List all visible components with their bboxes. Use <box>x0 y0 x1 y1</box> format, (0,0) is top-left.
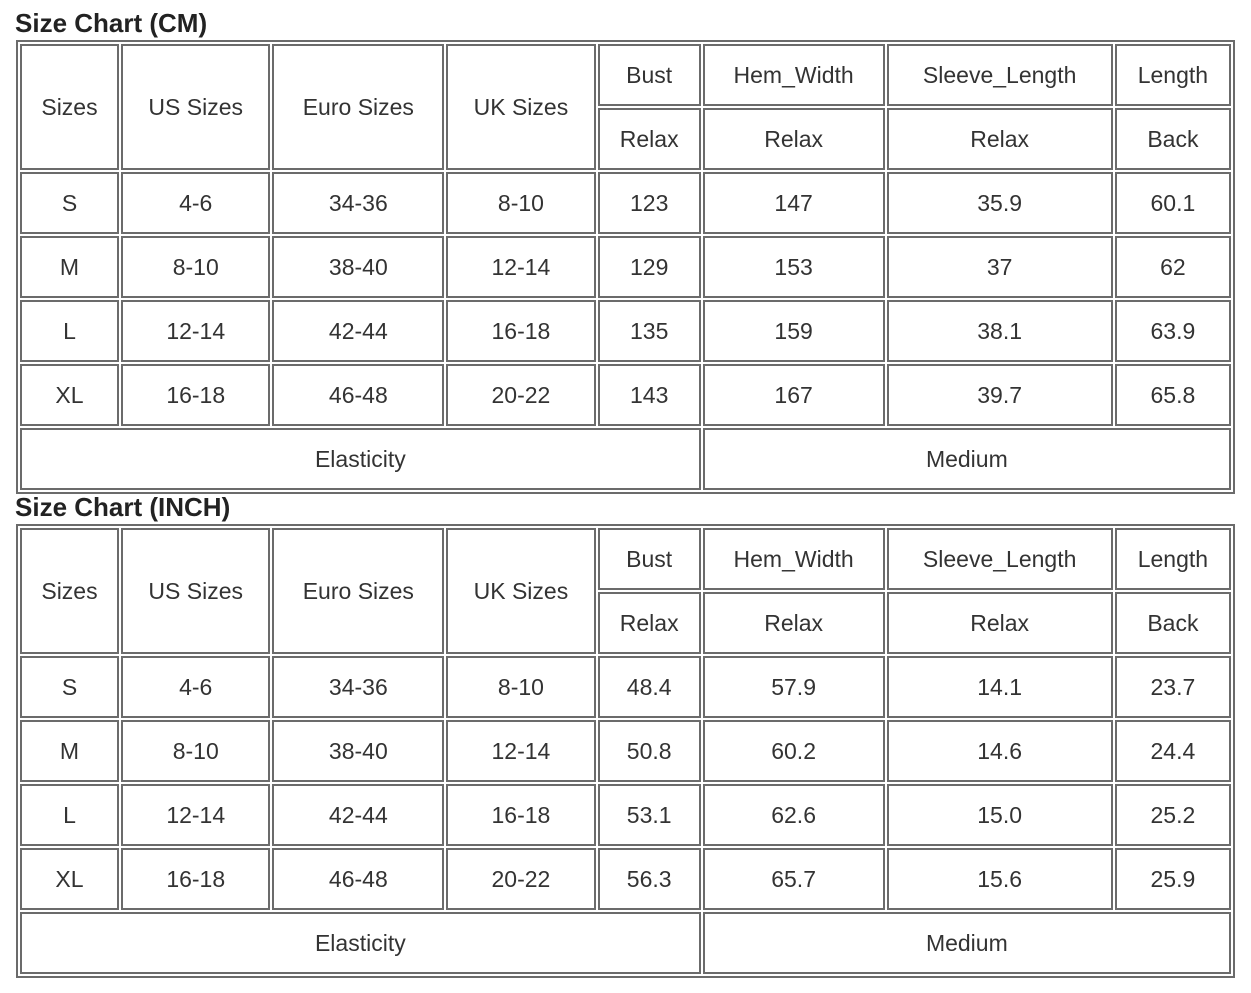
elasticity-row <box>20 912 1231 974</box>
cell-sleeve-length: 37 <box>887 236 1113 298</box>
header-hem-width: Hem_Width <box>703 44 885 106</box>
cell-hem-width: 153 <box>703 236 885 298</box>
cell-sleeve-length: 39.7 <box>887 364 1113 426</box>
header-bust: Bust <box>598 44 701 106</box>
cell-sleeve-length: 14.6 <box>887 720 1113 782</box>
header-bust: Bust <box>598 528 701 590</box>
header-euro-sizes: Euro Sizes <box>272 44 444 170</box>
cell-uk: 20-22 <box>446 364 595 426</box>
cell-length: 63.9 <box>1115 300 1231 362</box>
cell-bust: 56.3 <box>598 848 701 910</box>
cell-sleeve-length: 38.1 <box>887 300 1113 362</box>
header-length: Length <box>1115 528 1231 590</box>
table-row <box>20 236 1231 298</box>
cell-length: 60.1 <box>1115 172 1231 234</box>
cell-euro: 38-40 <box>272 236 444 298</box>
subheader-hem-width: Relax <box>703 108 885 170</box>
cell-size: L <box>20 300 119 362</box>
cell-length: 25.2 <box>1115 784 1231 846</box>
cell-euro: 38-40 <box>272 720 444 782</box>
subheader-length: Back <box>1115 592 1231 654</box>
cell-euro: 34-36 <box>272 172 444 234</box>
cell-sleeve-length: 35.9 <box>887 172 1113 234</box>
table-row <box>20 784 1231 846</box>
cell-length: 25.9 <box>1115 848 1231 910</box>
table-row <box>20 364 1231 426</box>
subheader-sleeve-length: Relax <box>887 108 1113 170</box>
cell-size: L <box>20 784 119 846</box>
cell-uk: 8-10 <box>446 172 595 234</box>
subheader-bust: Relax <box>598 592 701 654</box>
cell-euro: 46-48 <box>272 848 444 910</box>
cell-bust: 143 <box>598 364 701 426</box>
cell-us: 16-18 <box>121 364 270 426</box>
cell-us: 12-14 <box>121 784 270 846</box>
cell-us: 12-14 <box>121 300 270 362</box>
cell-us: 8-10 <box>121 720 270 782</box>
cell-euro: 46-48 <box>272 364 444 426</box>
header-uk-sizes: UK Sizes <box>446 528 595 654</box>
chart-title: Size Chart (INCH) <box>15 492 231 522</box>
table-row <box>20 172 1231 234</box>
cell-hem-width: 147 <box>703 172 885 234</box>
chart-title: Size Chart (CM) <box>15 8 208 38</box>
cell-size: S <box>20 656 119 718</box>
table-row <box>20 848 1231 910</box>
cell-hem-width: 65.7 <box>703 848 885 910</box>
header-length: Length <box>1115 44 1231 106</box>
header-sleeve-length: Sleeve_Length <box>887 528 1113 590</box>
header-hem-width: Hem_Width <box>703 528 885 590</box>
cell-sleeve-length: 15.0 <box>887 784 1113 846</box>
cell-hem-width: 60.2 <box>703 720 885 782</box>
elasticity-value: Medium <box>703 912 1231 974</box>
cell-euro: 42-44 <box>272 784 444 846</box>
cell-bust: 50.8 <box>598 720 701 782</box>
cell-euro: 34-36 <box>272 656 444 718</box>
header-uk-sizes: UK Sizes <box>446 44 595 170</box>
cell-bust: 135 <box>598 300 701 362</box>
cell-hem-width: 62.6 <box>703 784 885 846</box>
cell-length: 65.8 <box>1115 364 1231 426</box>
cell-length: 24.4 <box>1115 720 1231 782</box>
cell-bust: 123 <box>598 172 701 234</box>
header-us-sizes: US Sizes <box>121 528 270 654</box>
cell-sleeve-length: 14.1 <box>887 656 1113 718</box>
cell-size: XL <box>20 364 119 426</box>
cell-size: M <box>20 236 119 298</box>
cell-length: 23.7 <box>1115 656 1231 718</box>
subheader-bust: Relax <box>598 108 701 170</box>
cell-size: M <box>20 720 119 782</box>
cell-uk: 16-18 <box>446 784 595 846</box>
header-sizes: Sizes <box>20 528 119 654</box>
cell-length: 62 <box>1115 236 1231 298</box>
cell-uk: 12-14 <box>446 720 595 782</box>
table-row <box>20 656 1231 718</box>
header-row <box>20 528 1231 590</box>
cell-hem-width: 159 <box>703 300 885 362</box>
elasticity-value: Medium <box>703 428 1231 490</box>
cell-euro: 42-44 <box>272 300 444 362</box>
cell-us: 16-18 <box>121 848 270 910</box>
cell-sleeve-length: 15.6 <box>887 848 1113 910</box>
size-table <box>16 524 1235 978</box>
subheader-sleeve-length: Relax <box>887 592 1113 654</box>
cell-hem-width: 57.9 <box>703 656 885 718</box>
cell-uk: 8-10 <box>446 656 595 718</box>
cell-size: S <box>20 172 119 234</box>
elasticity-label: Elasticity <box>20 912 701 974</box>
table-row <box>20 300 1231 362</box>
cell-uk: 12-14 <box>446 236 595 298</box>
cell-hem-width: 167 <box>703 364 885 426</box>
subheader-hem-width: Relax <box>703 592 885 654</box>
header-row <box>20 44 1231 106</box>
cell-uk: 20-22 <box>446 848 595 910</box>
header-us-sizes: US Sizes <box>121 44 270 170</box>
cell-us: 4-6 <box>121 172 270 234</box>
elasticity-label: Elasticity <box>20 428 701 490</box>
cell-bust: 48.4 <box>598 656 701 718</box>
cell-us: 4-6 <box>121 656 270 718</box>
header-euro-sizes: Euro Sizes <box>272 528 444 654</box>
header-sizes: Sizes <box>20 44 119 170</box>
cell-bust: 53.1 <box>598 784 701 846</box>
cell-uk: 16-18 <box>446 300 595 362</box>
size-table <box>16 40 1235 494</box>
cell-bust: 129 <box>598 236 701 298</box>
table-row <box>20 720 1231 782</box>
cell-us: 8-10 <box>121 236 270 298</box>
subheader-length: Back <box>1115 108 1231 170</box>
cell-size: XL <box>20 848 119 910</box>
header-sleeve-length: Sleeve_Length <box>887 44 1113 106</box>
elasticity-row <box>20 428 1231 490</box>
